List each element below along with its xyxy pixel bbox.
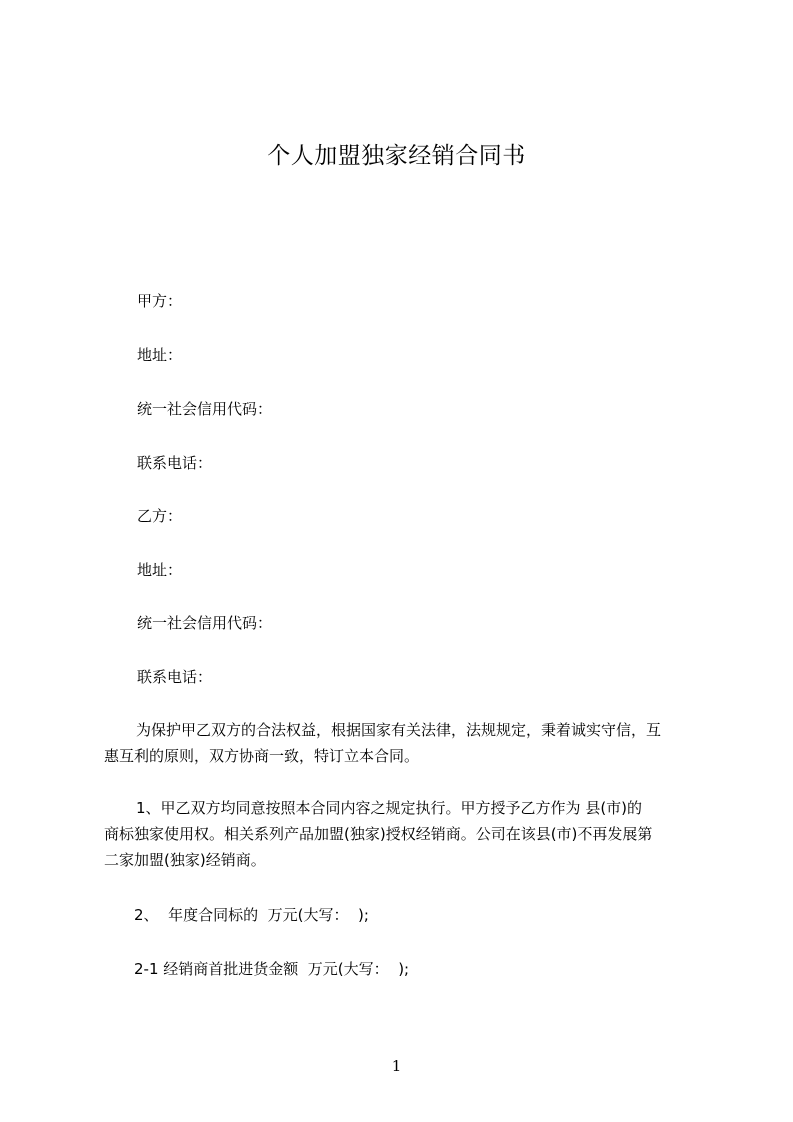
party-a-address-label: 地址： (137, 346, 183, 364)
preamble-line: 惠互利的原则，双方协商一致，特订立本合同。 (104, 747, 420, 765)
party-a-phone-label: 联系电话： (137, 454, 213, 472)
clause-2-1: 2-1 经销商首批进货金额 万元(大写： ); (134, 960, 410, 978)
party-a-label: 甲方： (137, 292, 183, 310)
clause-1-line: 二家加盟(独家)经销商。 (104, 851, 266, 869)
clause-1-line: 商标独家使用权。相关系列产品加盟(独家)授权经销商。公司在该县(市)不再发展第 (104, 825, 653, 843)
preamble-line: 为保护甲乙双方的合法权益，根据国家有关法律，法规规定，秉着诚实守信，互 (136, 721, 662, 739)
party-a-credit-code-label: 统一社会信用代码： (137, 400, 273, 418)
party-b-label: 乙方： (137, 507, 183, 525)
clause-1-line: 1、甲乙双方均同意按照本合同内容之规定执行。甲方授予乙方作为 县(市)的 (136, 799, 643, 817)
document-title: 个人加盟独家经销合同书 (267, 143, 526, 169)
party-b-phone-label: 联系电话： (137, 668, 213, 686)
party-b-credit-code-label: 统一社会信用代码： (137, 614, 273, 632)
page-number: 1 (391, 1057, 402, 1075)
preamble-paragraph (104, 717, 700, 769)
clause-1-paragraph (104, 795, 700, 873)
party-b-address-label: 地址： (137, 561, 183, 579)
clause-2: 2、 年度合同标的 万元(大写： ); (134, 906, 369, 924)
